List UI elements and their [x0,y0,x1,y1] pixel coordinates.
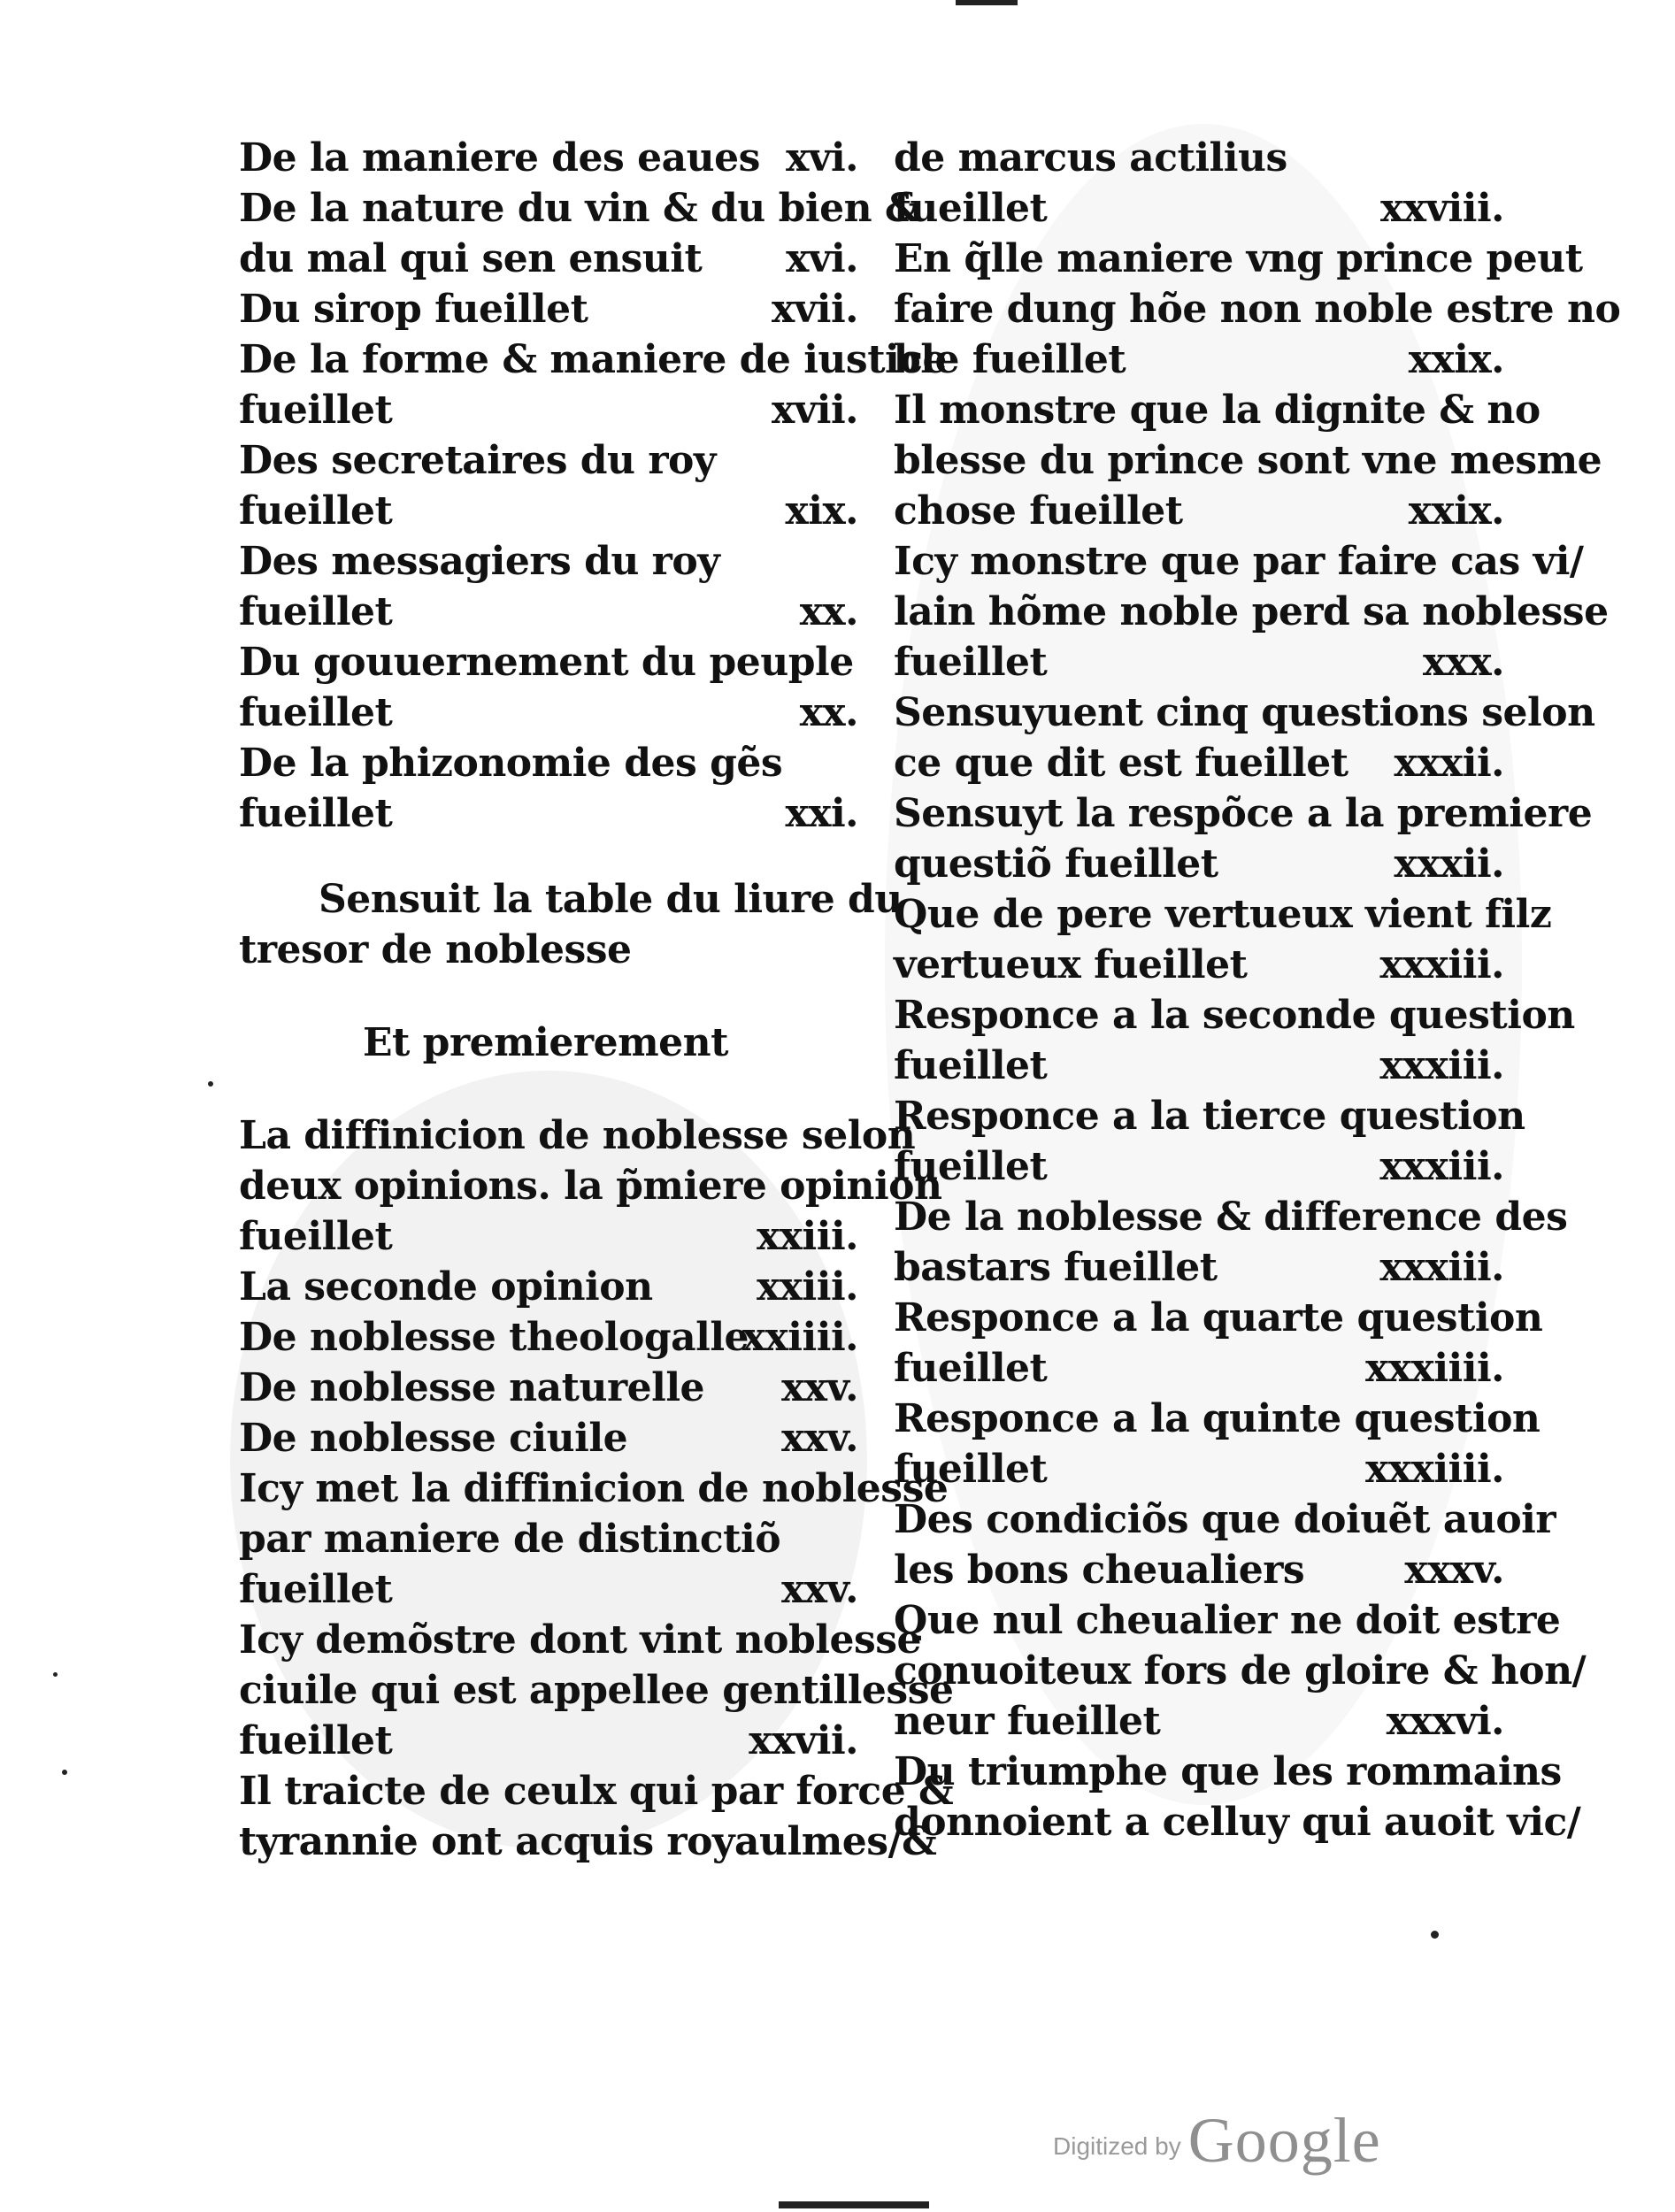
folio-number: xxxii. [1394,741,1504,786]
entry-text: donnoient a celluy qui auoit vic/ [894,1800,1581,1845]
toc-entry [894,687,1595,788]
folio-number: xxviii. [1380,186,1504,231]
google-logo: Google [1187,2105,1381,2176]
folio-number: xxxv. [1404,1548,1504,1593]
entry-text: De noblesse ciuile [239,1416,628,1461]
entry-text: deux opinions. la p̃miere opinion [239,1164,942,1209]
folio-number: xvii. [771,287,858,332]
folio-number: xxxvi. [1386,1699,1504,1744]
folio-number: xxix. [1408,488,1504,534]
entry-text: lain hõme noble perd sa noblesse [894,589,1609,634]
entry-text: blesse du prince sont vne mesme [894,438,1602,483]
folio-number: xxiii. [757,1264,858,1310]
entry-text: Du triumphe que les rommains [894,1749,1562,1794]
toc-entry [239,234,858,284]
entry-text: Responce a la quarte question [894,1295,1543,1340]
scan-speck [1431,1931,1439,1939]
entry-text: bastars fueillet [894,1245,1218,1290]
toc-entry [239,637,858,738]
toc-entry [894,1293,1543,1394]
entry-text: Responce a la tierce question [894,1094,1525,1139]
toc-entry [239,133,858,183]
toc-entry [239,1312,858,1363]
scan-edge-mark [956,0,1018,5]
toc-entry [894,788,1593,889]
folio-number: xxv. [781,1416,858,1461]
entry-text: Responce a la seconde question [894,993,1575,1038]
toc-entry [894,1192,1568,1293]
entry-text: Des condiciõs que doiuẽt auoir [894,1497,1556,1542]
entry-text: fueillet [894,1043,1048,1088]
toc-entry [894,889,1552,990]
folio-number: xvii. [771,388,858,433]
toc-entry [894,1091,1525,1192]
entry-text: fueillet [239,1567,393,1612]
toc-entry [894,234,1621,385]
entry-text: Icy monstre que par faire cas vi/ [894,539,1584,584]
toc-entry [894,1595,1587,1747]
entry-text: les bons cheualiers [894,1548,1305,1593]
entry-text: ble fueillet [894,337,1126,382]
scan-speck [53,1672,58,1677]
digitized-by-credit [1053,2104,1381,2177]
entry-text: Que de pere vertueux vient filz [894,892,1552,937]
entry-text: Il traicte de ceulx qui par force & [239,1769,954,1814]
entry-text: faire dung hõe non noble estre no [894,287,1621,332]
entry-text: par maniere de distinctiõ [239,1517,781,1562]
entry-text: tyrannie ont acquis royaulmes/& [239,1819,937,1864]
digitized-by-label: Digitized by [1053,2132,1181,2160]
toc-entry [239,1363,858,1413]
section-title-continued: tresor de noblesse [239,927,632,972]
entry-text: du mal qui sen ensuit [239,236,703,281]
toc-entry [894,1394,1541,1494]
folio-number: xxxiii. [1379,1144,1504,1189]
toc-entry [239,334,948,435]
folio-number: xxxiiii. [1365,1447,1504,1492]
scan-edge-mark [779,2201,929,2208]
toc-entry [894,1494,1556,1595]
entry-text: fueillet [239,488,393,534]
folio-number: xxxiii. [1379,1043,1504,1088]
folio-number: xx. [799,690,858,735]
entry-text: de marcus actilius [894,135,1287,180]
entry-text: fueillet [894,1346,1048,1391]
scan-speck [208,1081,213,1087]
toc-entry [239,1110,942,1262]
entry-text: fueillet [239,1718,393,1763]
entry-text: La seconde opinion [239,1264,653,1310]
entry-text: fueillet [894,1447,1048,1492]
toc-entry [239,435,858,536]
toc-entry [239,1766,954,1867]
toc-entry [239,1413,858,1463]
entry-text: chose fueillet [894,488,1183,534]
entry-text: fueillet [239,1214,393,1259]
scan-speck [62,1770,67,1775]
toc-entry [239,536,858,637]
entry-text: Du gouuernement du peuple [239,640,854,685]
entry-text: questiõ fueillet [894,841,1218,887]
entry-text: fueillet [239,388,393,433]
toc-entry [239,1262,858,1312]
folio-number: xxv. [781,1365,858,1410]
toc-entry [239,738,858,839]
entry-text: De noblesse naturelle [239,1365,705,1410]
folio-number: xxxii. [1394,841,1504,887]
entry-text: Icy demõstre dont vint noblesse [239,1617,922,1663]
entry-text: Responce a la quinte question [894,1396,1541,1441]
toc-entry [894,990,1575,1091]
entry-text: vertueux fueillet [894,942,1248,987]
toc-entry [894,1747,1581,1847]
folio-number: xix. [785,488,858,534]
entry-text: Que nul cheualier ne doit estre [894,1598,1561,1643]
entry-text: fueillet [894,640,1048,685]
entry-text: Des messagiers du roy [239,539,720,584]
entry-text: fueillet [239,791,393,836]
entry-text: fueillet [239,589,393,634]
right-column [894,133,1621,1847]
entry-text: Sensuyt la respõce a la premiere [894,791,1593,836]
folio-number: xxxiii. [1379,942,1504,987]
entry-text: Icy met la diffinicion de noblesse [239,1466,949,1511]
entry-text: conuoiteux fors de gloire & hon/ [894,1648,1587,1694]
subheading: Et premierement [363,1020,728,1065]
toc-entry [894,385,1602,536]
entry-text: fueillet [239,690,393,735]
toc-entry [239,284,858,334]
folio-number: xxiii. [757,1214,858,1259]
entry-text: En q̃lle maniere vng prince peut [894,236,1583,281]
folio-number: xvi. [786,135,858,180]
left-column [239,133,954,1867]
section-title: Sensuit la table du liure du [319,877,903,922]
toc-entry [239,1463,949,1615]
entry-text: fueillet [894,186,1048,231]
entry-text: Des secretaires du roy [239,438,716,483]
folio-number: xxi. [785,791,858,836]
entry-text: De noblesse theologalle [239,1315,749,1360]
folio-number: xxv. [781,1567,858,1612]
toc-entry [239,1615,954,1766]
toc-entry [894,536,1609,687]
entry-text: ce que dit est fueillet [894,741,1348,786]
entry-text: De la noblesse & difference des [894,1194,1568,1240]
entry-text: De la nature du vin & du bien & [239,186,920,231]
entry-text: Sensuyuent cinq questions selon [894,690,1595,735]
entry-text: ciuile qui est appellee gentillesse [239,1668,954,1713]
folio-number: xxx. [1422,640,1504,685]
entry-text: Il monstre que la dignite & no [894,388,1541,433]
folio-number: xxxiii. [1379,1245,1504,1290]
folio-number: xx. [799,589,858,634]
folio-number: xxvii. [749,1718,858,1763]
entry-text: neur fueillet [894,1699,1161,1744]
entry-text: De la phizonomie des gẽs [239,741,783,786]
entry-text: Du sirop fueillet [239,287,588,332]
folio-number: xxiiii. [741,1315,858,1360]
entry-text: fueillet [894,1144,1048,1189]
toc-entry [894,133,1504,234]
entry-text: La diffinicion de noblesse selon [239,1113,916,1158]
folio-number: xxxiiii. [1365,1346,1504,1391]
entry-text: De la maniere des eaues [239,135,760,180]
folio-number: xvi. [786,236,858,281]
entry-text: De la forme & maniere de iustice [239,337,948,382]
toc-entry [239,183,920,234]
folio-number: xxix. [1408,337,1504,382]
